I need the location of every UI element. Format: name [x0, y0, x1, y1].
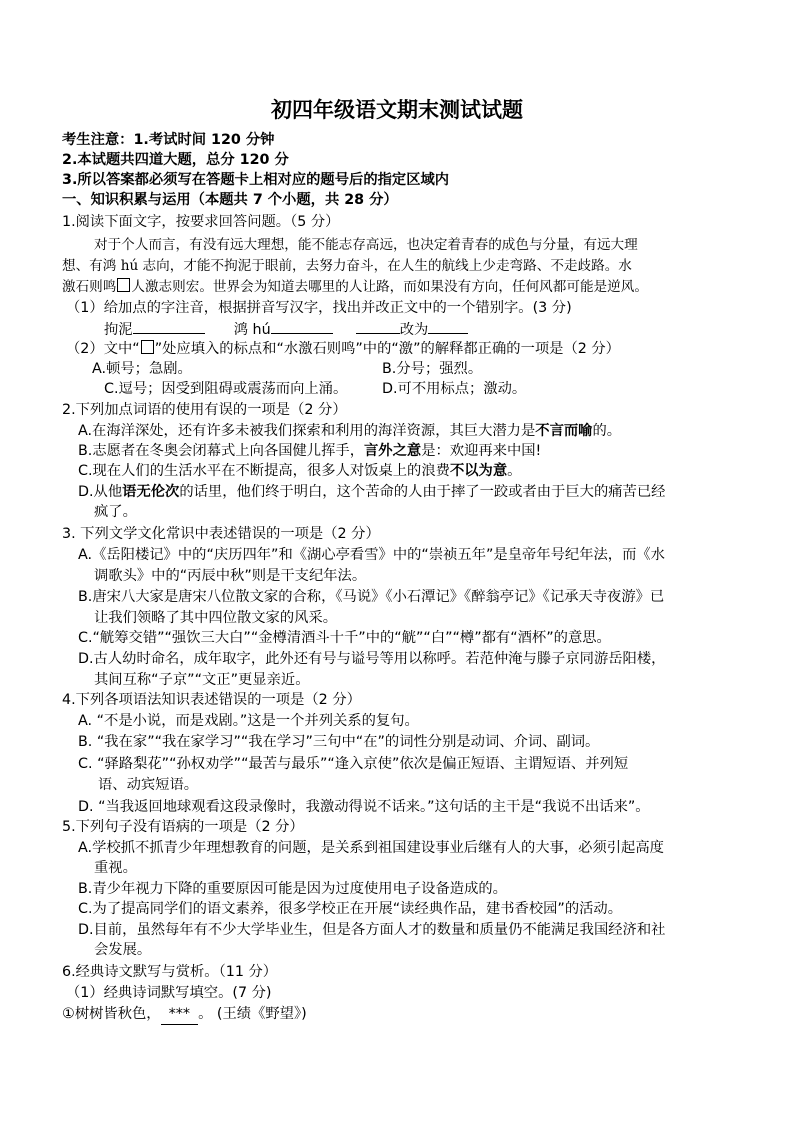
answer-blank-hanzi[interactable]	[271, 319, 333, 334]
q4-option-b: B. “我在家”“我在家学习”“我在学习”三句中“在”的词性分别是动词、介词、副词。	[78, 734, 600, 750]
notice-line-1: 考生注意：1.考试时间 120 分钟	[62, 132, 275, 148]
q2-option-a	[78, 421, 621, 441]
q3-option-a: A.《岳阳楼记》中的“庆历四年”和《湖心亭看雪》中的“崇祯五年”是皇帝年号纪年法，而《水	[78, 547, 665, 563]
fill-label-juni: 拘泥	[104, 322, 133, 338]
q3-option-a-cont: 调歌头》中的“丙辰中秋”则是干支纪年法。	[94, 568, 367, 584]
poem-answer-blank[interactable]: ***	[161, 1004, 198, 1025]
q4-option-a: A. “不是小说，而是戏剧。”这是一个并列关系的复句。	[78, 713, 419, 729]
q4-option-d: D. “当我返回地球观看这段录像时，我激动得说不话来。”这句话的主干是“我说不出话来”。	[78, 799, 650, 815]
q2-c-text: C.现在人们的生活水平在不断提高，很多人对饭桌上的浪费	[78, 463, 450, 479]
q3-option-c: C.“觥筹交错”“强饮三大白”“金樽清酒斗十千”中的“觥”“白”“樽”都有“酒杯”的意思。	[78, 630, 611, 646]
q2-stem: 2.下列加点词语的使用有误的一项是（2 分）	[62, 402, 347, 418]
q2-option-d	[78, 482, 665, 502]
q6-poem-line-1	[62, 1004, 307, 1025]
q2-option-d-cont: 疯了。	[94, 504, 137, 520]
q5-option-b: B.青少年视力下降的重要原因可能是因为过度使用电子设备造成的。	[78, 881, 507, 897]
q2-option-b	[78, 441, 541, 461]
q1-sub1: （1）给加点的字注音，根据拼音写汉字，找出并改正文中的一个错别字。(3 分)	[66, 300, 572, 316]
q6-stem: 6.经典诗文默写与赏析。（11 分）	[62, 964, 278, 980]
q2-d-term: 语无伦次	[122, 484, 180, 500]
q2-a-text: A.在海洋深处，还有许多未被我们探索和利用的海洋资源，其巨大潜力是	[78, 423, 536, 439]
q1-sub2-b: ”处应填入的标点和“水激石则鸣”中的“激”的解释都正确的一项是（2 分）	[154, 341, 620, 357]
q6-sub1: （1）经典诗词默写填空。(7 分)	[66, 985, 272, 1001]
notice-line-2: 2.本试题共四道大题，总分 120 分	[62, 152, 289, 168]
q4-option-c: C. “驿路梨花”“孙权劝学”“最苦与最乐”“逢入京使”依次是偏正短语、主谓短语、并列短	[78, 756, 629, 772]
q1-passage-line-1: 对于个人而言，有没有远大理想，能不能志存高远，也决定着青春的成色与分量，有远大理	[94, 237, 638, 253]
q5-option-a: A.学校抓不抓青少年理想教育的问题，是关系到祖国建设事业后继有人的大事，必须引起高度	[78, 840, 664, 856]
q5-option-a-cont: 重视。	[94, 860, 137, 876]
q2-a-end: 的。	[592, 423, 622, 439]
q3-option-b-cont: 让我们领略了其中四位散文家的风采。	[94, 610, 338, 626]
q1-fill-line	[104, 319, 468, 340]
q3-option-b: B.唐宋八大家是唐宋八位散文家的合称，《马说》《小石潭记》《醉翁亭记》《记承天寺夜游》已	[78, 589, 665, 605]
q2-c-end: 。	[507, 463, 522, 479]
answer-blank-pinyin[interactable]	[133, 319, 205, 334]
q2-option-c	[78, 461, 521, 481]
answer-blank-correct-char[interactable]	[428, 319, 468, 334]
q1-option-c: C.逗号；因受到阻碍或震荡而向上涌。	[104, 381, 348, 397]
answer-blank-wrong-char[interactable]	[356, 319, 400, 334]
q5-option-d: D.目前，虽然每年有不少大学毕业生，但是各方面人才的数量和质量仍不能满足我国经济和社	[78, 922, 666, 938]
punctuation-box	[141, 340, 154, 354]
q3-option-d: D.古人幼时命名，成年取字，此外还有号与谥号等用以称呼。若范仲淹与滕子京同游岳阳楼，	[78, 651, 666, 667]
q2-b-term: 言外之意	[364, 443, 422, 459]
q5-option-d-cont: 会发展。	[94, 942, 152, 958]
poem-line-text: ①树树皆秋色，	[62, 1006, 161, 1022]
q2-c-term: 不以为意	[449, 463, 508, 479]
q1-passage-line-3	[62, 277, 648, 297]
q3-stem: 3. 下列文学文化常识中表述错误的一项是（2 分）	[62, 526, 380, 542]
punctuation-box	[117, 278, 130, 292]
fill-label-gaiwei: 改为	[399, 322, 429, 338]
q1-passage-line-2: 想、有鸿 hú 志向，才能不拘泥于眼前，去努力奋斗，在人生的航线上少走弯路、不走歧路。水	[62, 258, 632, 274]
section-heading-1: 一、知识积累与运用（本题共 7 个小题，共 28 分）	[62, 192, 398, 208]
q1-sub2-a: （2）文中“	[66, 341, 140, 357]
q1-passage-3a: 激石则鸣	[62, 279, 117, 295]
q4-option-c-cont: 语、动宾短语。	[98, 777, 199, 793]
q1-passage-3b: 人激志则宏。世界会为知道去哪里的人让路，而如果没有方向，任何风都可能是逆风。	[131, 279, 648, 295]
q3-option-d-cont: 其间互称“子京”“文正”更显亲近。	[94, 672, 310, 688]
q1-stem: 1.阅读下面文字，按要求回答问题。（5 分）	[62, 214, 340, 230]
q1-option-d: D.可不用标点；激动。	[382, 381, 527, 397]
q4-stem: 4.下列各项语法知识表述错误的一项是（2 分）	[62, 692, 361, 708]
q2-d-text: D.从他	[78, 484, 123, 500]
q1-option-b: B.分号；强烈。	[382, 361, 483, 377]
q2-a-term: 不言而喻	[535, 423, 593, 439]
exam-title: 初四年级语文期末测试试题	[271, 98, 523, 122]
q5-option-c: C.为了提高同学们的语文素养，很多学校正在开展“读经典作品，建书香校园”的活动。	[78, 901, 623, 917]
q2-b-end: 是：欢迎再来中国!	[421, 443, 542, 459]
q5-stem: 5.下列句子没有语病的一项是（2 分）	[62, 819, 304, 835]
q1-option-a: A.顿号；急剧。	[92, 361, 192, 377]
notice-line-3: 3.所以答案都必须写在答题卡上相对应的题号后的指定区域内	[62, 172, 450, 188]
q2-d-end: 的话里，他们终于明白，这个苦命的人由于摔了一跤或者由于巨大的痛苦已经	[179, 484, 666, 500]
q1-sub2	[66, 339, 620, 359]
poem-source: 。 (王绩《野望》)	[198, 1006, 307, 1022]
q2-b-text: B.志愿者在冬奥会闭幕式上向各国健儿挥手，	[78, 443, 364, 459]
fill-label-hu: 鸿 hú	[233, 322, 271, 338]
